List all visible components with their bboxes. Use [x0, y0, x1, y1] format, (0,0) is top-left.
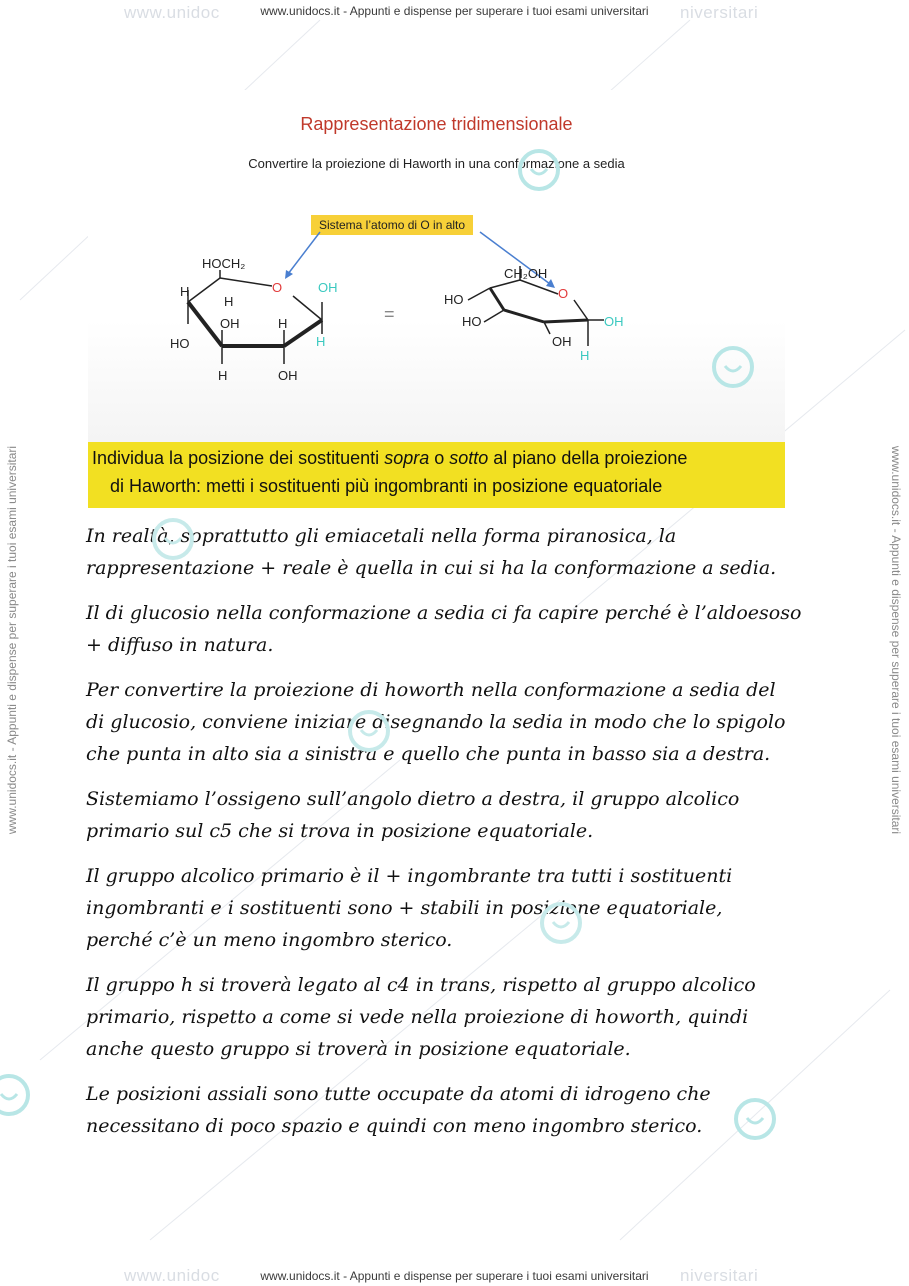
watermark-logo-icon: [150, 516, 196, 562]
notes-paragraph: [86, 969, 846, 1065]
watermark-logo-icon: [0, 1072, 32, 1118]
watermark-bottom: www.unidocs.it - Appunti e dispense per superare i tuoi esami universitari: [260, 1269, 649, 1283]
watermark-ghost-right: niversitari: [680, 3, 759, 22]
highlight-text-o: o: [429, 448, 450, 468]
slide-figure: [88, 90, 785, 508]
watermark-ghost-bottom-right: niversitari: [680, 1266, 759, 1285]
haworth-c4-ho: HO: [170, 336, 190, 351]
haworth-anomeric-h: H: [316, 334, 326, 349]
notes-paragraph: [86, 597, 846, 661]
watermark-top: www.unidocs.it - Appunti e dispense per superare i tuoi esami universitari: [260, 4, 649, 18]
arrowhead-haworth: [285, 270, 293, 279]
notes-line: rappresentazione + reale è quella in cui si ha la conformazione a sedia.: [86, 557, 777, 579]
haworth-hoch2: HOCH₂: [202, 256, 246, 271]
notes-line: che punta in alto sia a sinistra e quello che punta in basso sia a destra.: [86, 743, 771, 765]
highlight-line-1: [92, 448, 687, 469]
highlight-text-sotto: sotto: [449, 448, 489, 468]
notes-paragraph: [86, 860, 846, 956]
notes-paragraph: [86, 783, 846, 847]
notes-line: Il di glucosio nella conformazione a sedia ci fa capire perché è l’aldoesoso: [86, 602, 802, 624]
notes-paragraph: [86, 520, 846, 584]
haworth-c4-h: H: [180, 284, 190, 299]
highlight-text-a: Individua la posizione dei sostituenti: [92, 448, 385, 468]
notes-line: necessitano di poco spazio e quindi con meno ingombro sterico.: [86, 1115, 703, 1137]
slide-title: Rappresentazione tridimensionale: [300, 114, 573, 134]
watermark-logo-icon: [732, 1096, 778, 1142]
haworth-ring: [188, 270, 322, 364]
notes-line: In realtà, soprattutto gli emiacetali nella forma piranosica, la: [86, 525, 677, 547]
watermark-logo-icon: [710, 344, 756, 390]
watermark-logo-icon: [516, 147, 562, 193]
notes-line: ingombranti e i sostituenti sono + stabili in posizione equatoriale,: [86, 897, 723, 919]
notes-line: Sistemiamo l’ossigeno sull’angolo dietro a destra, il gruppo alcolico: [86, 788, 740, 810]
highlight-text-e: al piano della proiezione: [488, 448, 688, 468]
slide-subtitle: Convertire la proiezione di Haworth in una conformazione a sedia: [248, 156, 625, 171]
haworth-anomeric-oh: OH: [318, 280, 338, 295]
haworth-c2-h: H: [278, 316, 288, 331]
notes-line: Il gruppo h si troverà legato al c4 in trans, rispetto al gruppo alcolico: [86, 974, 756, 996]
haworth-c2-oh: OH: [278, 368, 298, 383]
chair-anomeric-h: H: [580, 348, 590, 363]
chair-anomeric-oh: OH: [604, 314, 624, 329]
notes-line: Il gruppo alcolico primario è il + ingombrante tra tutti i sostituenti: [86, 865, 733, 887]
chair-ring-oxygen: O: [558, 286, 569, 301]
haworth-c3-h: H: [218, 368, 228, 383]
highlight-line-2: di Haworth: metti i sostituenti più ingombranti in posizione equatoriale: [110, 476, 663, 496]
watermark-ghost-left: www.unidoc: [124, 3, 220, 22]
equals-sign: =: [384, 304, 395, 324]
arrowhead-chair: [546, 279, 555, 288]
arrow-to-haworth-o: [288, 232, 320, 274]
highlight-box: [88, 442, 785, 508]
chair-c2-oh: OH: [552, 334, 572, 349]
watermark-side-right: www.unidocs.it - Appunti e dispense per superare i tuoi esami universitari: [889, 445, 903, 835]
notes-paragraph: [86, 674, 846, 770]
haworth-ring-oxygen: O: [272, 280, 283, 295]
callout-label: Sistema l’atomo di O in alto: [311, 215, 473, 235]
notes-line: Le posizioni assiali sono tutte occupate da atomi di idrogeno che: [86, 1083, 711, 1105]
notes-line: di glucosio, conviene iniziare disegnando la sedia in modo che lo spigolo: [86, 711, 786, 733]
highlight-text-sopra: sopra: [384, 448, 430, 468]
watermark-ghost-bottom-left: www.unidoc: [124, 1266, 220, 1285]
watermark-logo-icon: [538, 900, 584, 946]
notes-line: Per convertire la proiezione di howorth nella conformazione a sedia del: [86, 679, 776, 701]
glucose-structures: [88, 90, 785, 442]
haworth-c5-h: H: [224, 294, 234, 309]
notes-line: anche questo gruppo si troverà in posizione equatoriale.: [86, 1038, 631, 1060]
notes-line: primario, rispetto a come si vede nella proiezione di howorth, quindi: [86, 1006, 749, 1028]
chair-c4-ho: HO: [444, 292, 464, 307]
haworth-c3-oh: OH: [220, 316, 240, 331]
watermark-side-left: www.unidocs.it - Appunti e dispense per superare i tuoi esami universitari: [5, 445, 19, 835]
chair-ch2oh: CH₂OH: [504, 266, 548, 281]
notes-line: perché c’è un meno ingombro sterico.: [86, 929, 453, 951]
watermark-logo-icon: [346, 708, 392, 754]
notes-line: + diffuso in natura.: [86, 634, 274, 656]
notes-line: primario sul c5 che si trova in posizione equatoriale.: [86, 820, 594, 842]
notes-body: [86, 520, 846, 1155]
chair-c3-ho: HO: [462, 314, 482, 329]
